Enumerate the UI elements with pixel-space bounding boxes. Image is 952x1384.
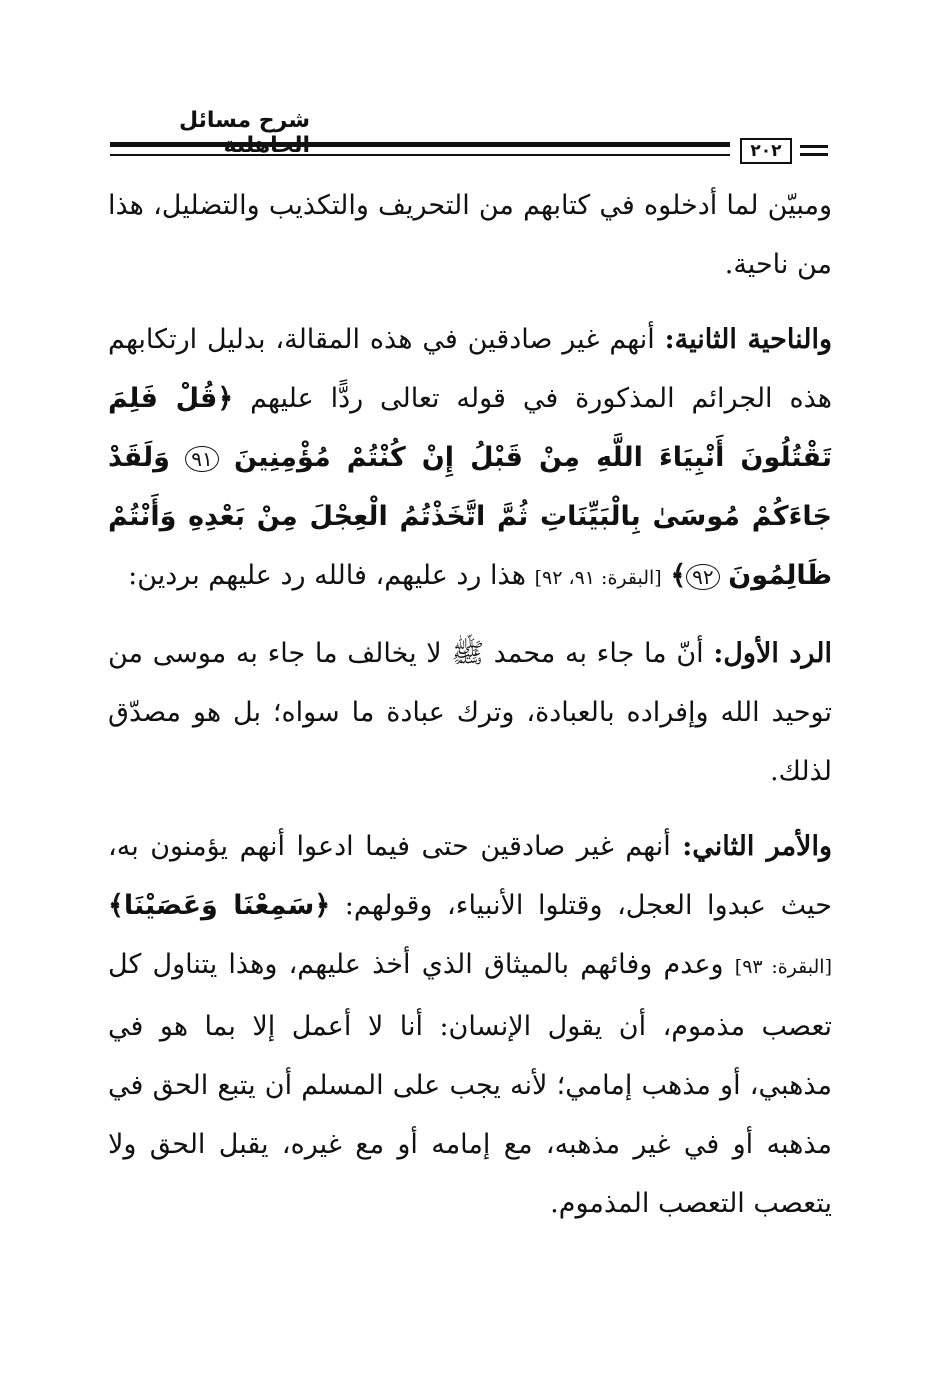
paragraph-1: ومبيّن لما أدخلوه في كتابهم من التحريف والتكذيب والتضليل، هذا من ناحية. — [108, 190, 832, 280]
quran-verse-2: وَلَقَدْ جَاءَكُمْ مُوسَىٰ بِالْبَيِّنَاتِ ثُمَّ اتَّخَذْتُمُ الْعِجْلَ مِنْ بَعْدِهِ وَأَنْتُمْ ظَالِمُونَ — [108, 442, 832, 591]
quran-verse-1: ﴿قُلْ فَلِمَ تَقْتُلُونَ أَنْبِيَاءَ اللَّهِ مِنْ قَبْلُ إِنْ كُنْتُمْ مُؤْمِنِينَ — [108, 383, 832, 473]
running-title: شرح مسائل — [178, 108, 310, 133]
header-rule-thin — [110, 154, 730, 156]
paragraph-3-lead: الرد الأول: — [713, 638, 832, 669]
quran-verse-3: ﴿سَمِعْنَا وَعَصَيْنَا﴾ — [108, 890, 331, 921]
paragraph-4-text: أنهم غير صادقين حتى فيما ادعوا أنهم يؤمنون به، حيث عبدوا العجل، وقتلوا الأنبياء، وقولهم: — [108, 831, 833, 921]
paragraph-4 — [108, 817, 832, 1233]
page-number-dash — [800, 145, 828, 148]
paragraph-4-lead: والأمر الثاني: — [682, 831, 832, 862]
paragraph-2-lead: والناحية الثانية: — [664, 324, 832, 355]
header-rule-thick — [110, 142, 730, 147]
page-number: ٢٠٢ — [740, 138, 792, 164]
paragraph-2 — [108, 310, 832, 608]
paragraph-4-tail: وعدم وفائهم بالميثاق الذي أخذ عليهم، وهذا يتناول كل تعصب مذموم، أن يقول الإنسان: أنا لا أعمل إلا بما هو في مذهبي، أو مذهب إمامي؛ لأنه يجب على المسلم أن يتبع الحق في مذهبه أو في غير مذهبه، مع إمامه أو مع غيره، يقبل الحق ولا يتعصب التعصب المذموم. — [108, 949, 832, 1219]
ayah-number-92: ٩٢ — [686, 564, 719, 590]
paragraph-2-tail: هذا رد عليهم، فالله رد عليهم بردين: — [128, 560, 535, 591]
quran-close-bracket: ﴾ — [670, 560, 687, 591]
quran-reference-2: [البقرة: ٩٣] — [734, 956, 832, 978]
paragraph-3 — [108, 624, 832, 801]
page-number-dash — [800, 153, 828, 156]
body-text — [108, 176, 832, 1233]
paragraph-3-text: أنّ ما جاء به محمد ﷺ لا يخالف ما جاء به موسى من توحيد الله وإفراده بالعبادة، وترك عبادة ما سواه؛ بل هو مصدّق لذلك. — [108, 638, 832, 787]
paragraph-2-text: أنهم غير صادقين في هذه المقالة، بدليل ارتكابهم هذه الجرائم المذكورة في قوله تعالى ردًّا عليهم — [108, 324, 832, 414]
quran-reference: [البقرة: ٩١، ٩٢] — [534, 567, 662, 589]
ayah-number-91: ٩١ — [185, 446, 218, 472]
